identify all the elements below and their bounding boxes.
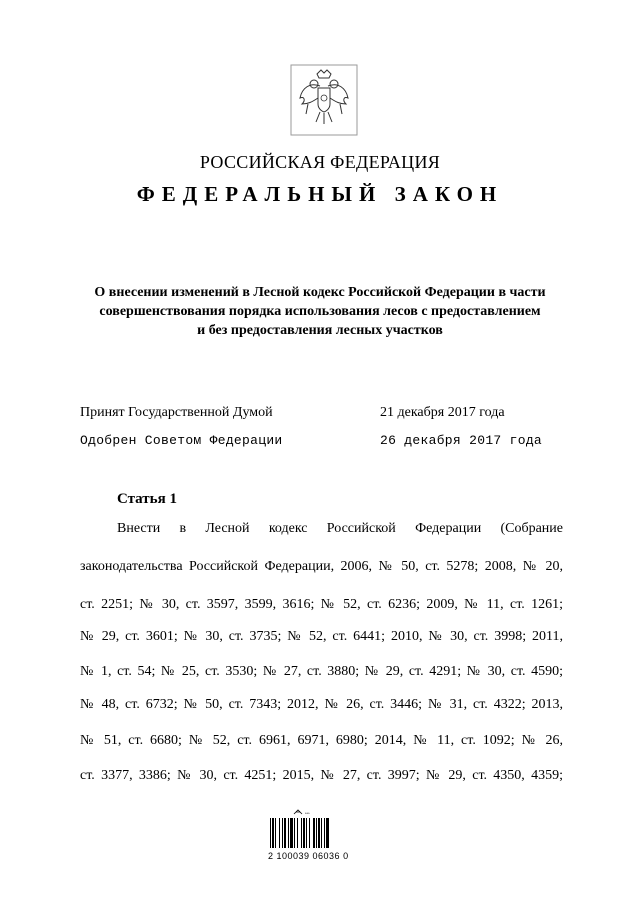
adoption-label-duma: Принят Государственной Думой — [80, 405, 273, 420]
barcode-bar — [324, 818, 325, 848]
barcode-bar — [270, 818, 271, 848]
article-text-line: № 29, ст. 3601; № 30, ст. 3735; № 52, ст. 6441; 2010, № 30, ст. 3998; 2011, — [80, 629, 563, 644]
barcode-number: 2 100039 06036 0 — [268, 851, 349, 861]
barcode-bar — [313, 818, 315, 848]
document-type: ФЕДЕРАЛЬНЫЙ ЗАКОН — [136, 182, 504, 206]
barcode-bar — [279, 818, 280, 848]
barcode-bar — [272, 818, 274, 848]
barcode-bar — [303, 818, 305, 848]
barcode-bar — [284, 818, 286, 848]
law-title-line: и без предоставления лесных участков — [197, 323, 443, 338]
law-title-line: совершенствования порядка использования лесов с предоставлением — [99, 304, 541, 319]
article-text-line: Внести в Лесной кодекс Российской Федерации (Собрание — [117, 521, 563, 536]
article-text-line: законодательства Российской Федерации, 2006, № 50, ст. 5278; 2008, № 20, — [80, 559, 563, 574]
barcode-bar — [297, 818, 298, 848]
adoption-date-council: 26 декабря 2017 года — [380, 433, 543, 448]
barcode-bar — [288, 818, 289, 848]
barcode-bar — [294, 818, 295, 848]
law-title — [0, 283, 640, 340]
adoption-date-duma: 21 декабря 2017 года — [380, 405, 505, 420]
barcode-bar — [321, 818, 322, 848]
article-text-line: ст. 3377, 3386; № 30, ст. 4251; 2015, № 27, ст. 3997; № 29, ст. 4350, 4359; — [80, 768, 563, 783]
svg-text:***: *** — [305, 811, 310, 816]
barcode — [268, 808, 344, 850]
barcode-bar — [318, 818, 320, 848]
article-text-line: № 51, ст. 6680; № 52, ст. 6961, 6971, 6980; 2014, № 11, ст. 1092; № 26, — [80, 733, 563, 748]
barcode-bar — [282, 818, 283, 848]
barcode-bar — [275, 818, 276, 848]
barcode-bar — [301, 818, 302, 848]
article-heading: Статья 1 — [117, 491, 177, 507]
barcode-bar — [309, 818, 310, 848]
adoption-label-council: Одобрен Советом Федерации — [80, 433, 283, 448]
barcode-bar — [316, 818, 317, 848]
article-text-line: ст. 2251; № 30, ст. 3597, 3599, 3616; № 52, ст. 6236; 2009, № 11, ст. 1261; — [80, 597, 563, 612]
barcode-bar — [326, 818, 329, 848]
barcode-bar — [290, 818, 293, 848]
coat-of-arms-icon — [290, 64, 358, 136]
law-title-line: О внесении изменений в Лесной кодекс Российской Федерации в части — [94, 285, 546, 300]
country-name: РОССИЙСКАЯ ФЕДЕРАЦИЯ — [199, 152, 441, 172]
barcode-mark-icon — [294, 810, 302, 814]
article-text-line: № 1, ст. 54; № 25, ст. 3530; № 27, ст. 3880; № 29, ст. 4291; № 30, ст. 4590; — [80, 664, 563, 679]
article-text-line: № 48, ст. 6732; № 50, ст. 7343; 2012, № 26, ст. 3446; № 31, ст. 4322; 2013, — [80, 697, 563, 712]
barcode-bar — [306, 818, 307, 848]
